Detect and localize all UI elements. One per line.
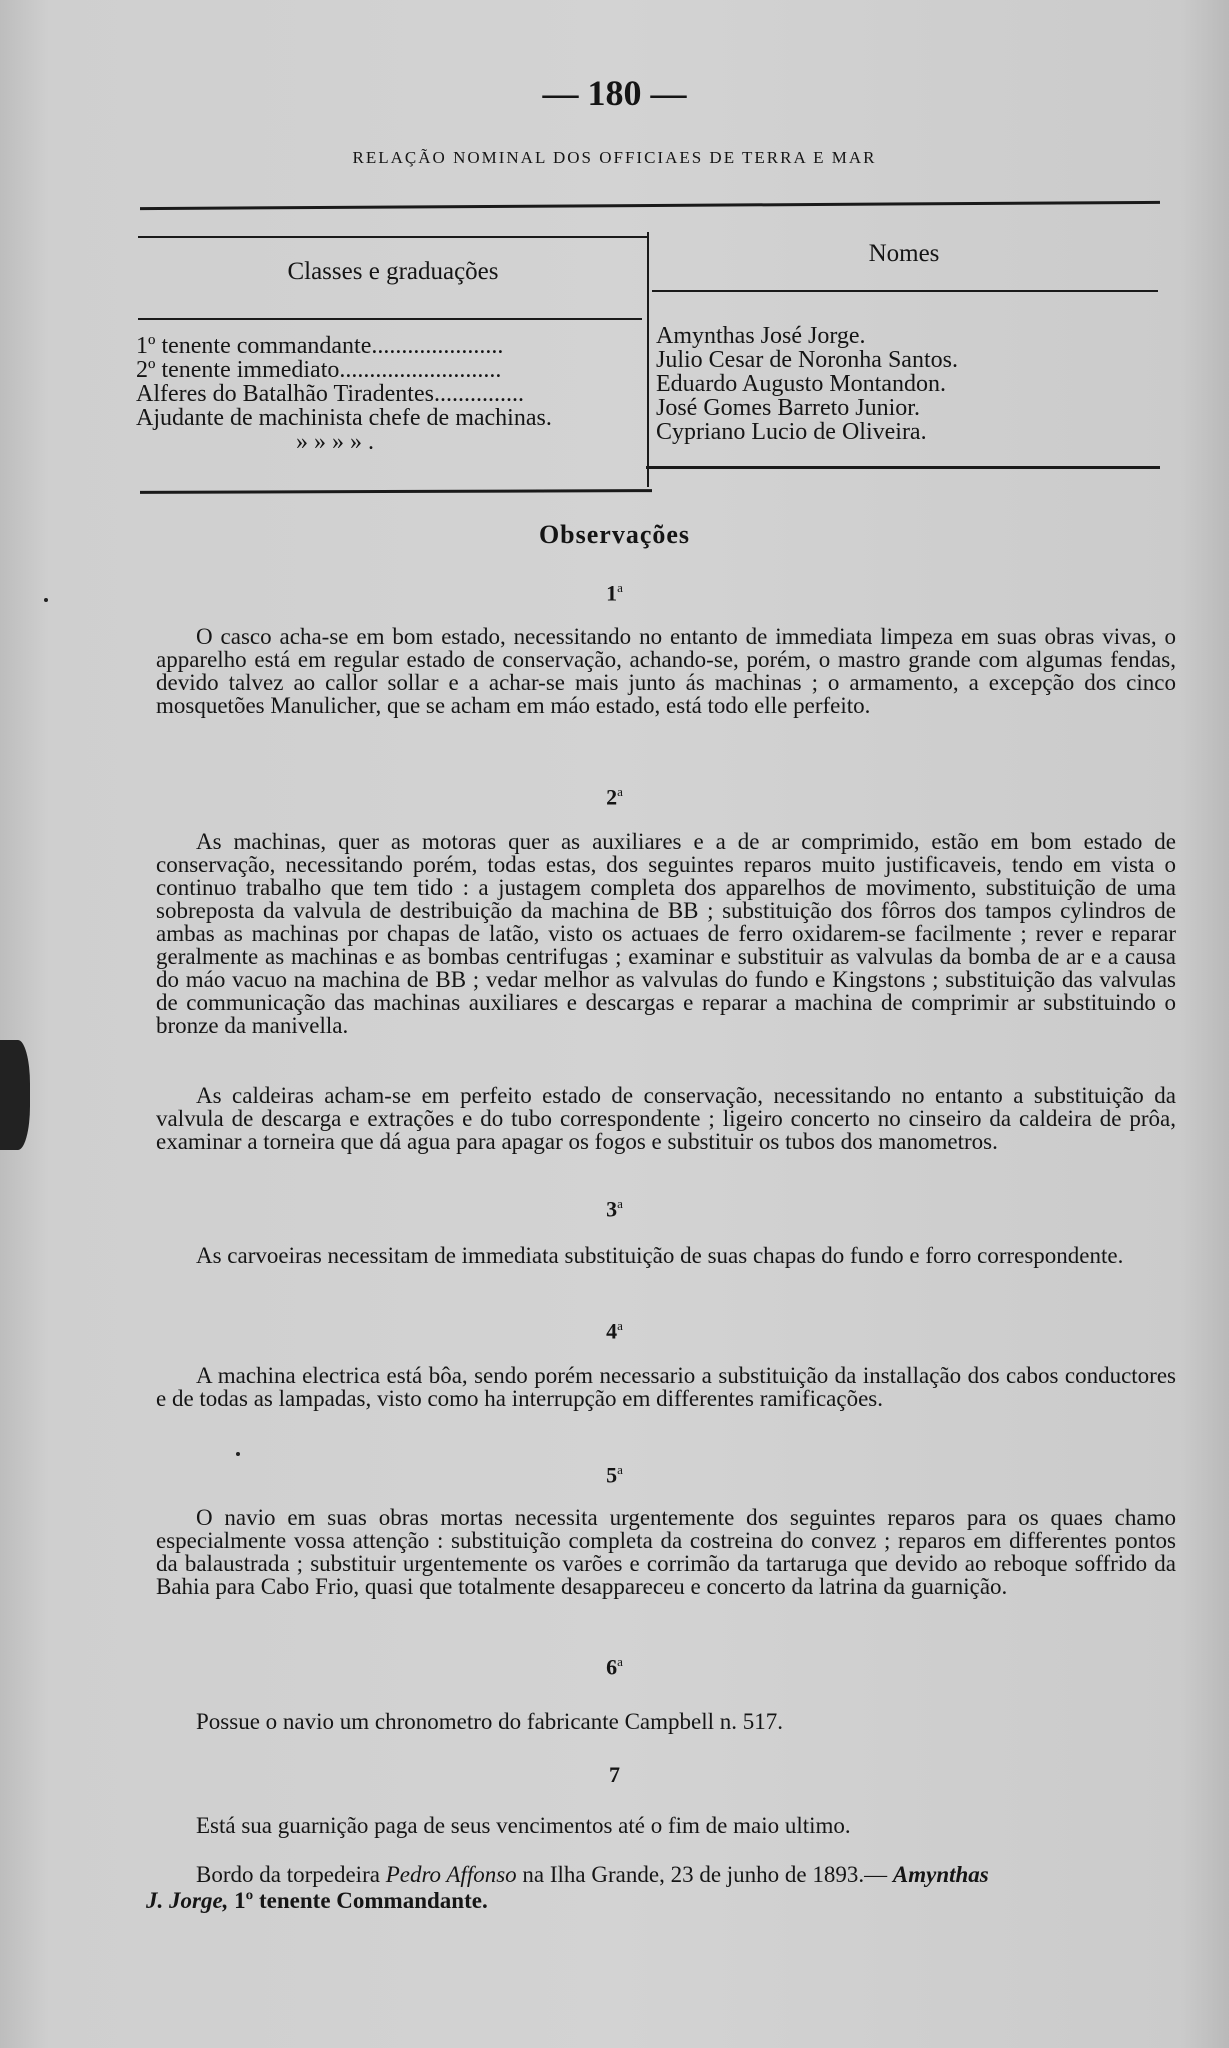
section-number: 7 — [609, 1762, 620, 1787]
signatory-rank: 1º tenente Commandante. — [234, 1888, 488, 1913]
name-list — [656, 324, 1116, 444]
section-paragraph: A machina electrica está bôa, sendo porém necessario a substituição da installação dos cabos conductores e de todas as lampadas, visto como ha interrupção em differentes ramificações. — [156, 1363, 1176, 1411]
name-row: Julio Cesar de Noronha Santos. — [656, 347, 958, 373]
section-number: 3$^a$ — [606, 1196, 623, 1222]
table-header-rule-left — [138, 318, 642, 320]
section-number: 2$^a$ — [606, 784, 623, 810]
section-paragraph: O navio em suas obras mortas necessita urgentemente dos seguintes reparos para os quaes chamo especialmente vossa attenção : substituição completa da costreina do convez ; reparos em differentes pontos da balaustrada ; substituir urgentemente os varões e corrimão da tartaruga que devido ao reboque soffrido da Bahia para Cabo Frio, quasi que totalmente desappareceu e concerto da latrina da guarnição. — [156, 1505, 1176, 1599]
section-number: 5$^a$ — [606, 1462, 623, 1488]
table-bottom-rule — [646, 466, 1160, 469]
scan-speck — [236, 1452, 240, 1456]
section-paragraph: As carvoeiras necessitam de immediata substituição de suas chapas do fundo e forro correspondente. — [196, 1243, 1124, 1268]
ship-name: Pedro Affonso — [385, 1862, 517, 1887]
column-header-names: Nomes — [868, 240, 940, 267]
section-paragraph: Está sua guarnição paga de seus vencimentos até o fim de maio ultimo. — [196, 1813, 851, 1838]
signature: Amynthas — [892, 1862, 989, 1887]
name-row: Amynthas José Jorge. — [656, 323, 866, 349]
name-row: Eduardo Augusto Montandon. — [656, 371, 946, 397]
table-top-rule-thin — [138, 236, 648, 238]
section-paragraph: As machinas, quer as motoras quer as auxiliares e a de ar comprimido, estão em bom estado de conservação, necessitando porém, todas estas, dos seguintes reparos muito justificaveis, tendo em vista o continuo trabalho que tem tido : a justagem completa dos apparelhos de movimento, substituição de uma sobreposta da valvula de destribuição da machina de BB ; substituição dos fôrros dos tampos cylindros de ambas as machinas por chapas de latão, visto os actuaes de ferro oxidarem-se facilmente ; rever e reparar geralmente as machinas e as bombas centrifugas ; examinar e substituir as valvulas da bomba de ar e a causa do máo vacuo na machina de BB ; vedar melhor as valvulas do fundo e Kingstons ; substituição das valvulas de communicação das machinas auxiliares e descargas e reparar a machina de comprimir ar substituindo o bronze da manivella. — [156, 829, 1176, 1038]
page-number: — 180 — — [542, 73, 687, 113]
name-row: José Gomes Barreto Junior. — [656, 395, 920, 421]
rank-row: » » » » . — [296, 430, 374, 454]
section-number: 6$^a$ — [606, 1654, 623, 1680]
section-number: 4$^a$ — [606, 1318, 623, 1344]
section-paragraph: O casco acha-se em bom estado, necessitando no entanto de immediata limpeza em suas obras vivas, o apparelho está em regular estado de conservação, achando-se, porém, o mastro grande com algumas fendas, devido talvez ao callor sollar e a achar-se mais junto ás machinas ; o armamento, a excepção dos cinco mosquetões Manulicher, que se acham em máo estado, está todo elle perfeito. — [156, 624, 1176, 718]
table-header-rule-right — [652, 290, 1158, 292]
signature: J. Jorge, — [146, 1888, 229, 1913]
table-top-rule — [140, 201, 1160, 210]
scan-speck — [0, 1040, 30, 1150]
section-number: 1$^a$ — [606, 580, 623, 606]
rank-list — [136, 334, 636, 454]
rank-row: 1º tenente commandante...................... — [136, 334, 504, 358]
page-heading: RELAÇÃO NOMINAL DOS OFFICIAES DE TERRA E MAR — [352, 148, 877, 167]
name-row: Cypriano Lucio de Oliveira. — [656, 419, 927, 445]
rank-row: 2º tenente immediato........................... — [136, 358, 502, 382]
observations-title: Observações — [538, 520, 691, 549]
closing-line: Bordo da torpedeira Pedro Affonso na Ilha Grande, 23 de junho de 1893.— Amynthas J. Jorge, 1º tenente Commandante. — [146, 1862, 989, 1913]
column-header-ranks: Classes e graduações — [287, 258, 499, 285]
rank-row: Ajudante de machinista chefe de machinas. — [136, 406, 552, 430]
section-paragraph: Possue o navio um chronometro do fabricante Campbell n. 517. — [196, 1709, 784, 1734]
table-bottom-rule-long — [140, 489, 652, 494]
rank-row: Alferes do Batalhão Tiradentes............... — [136, 382, 524, 406]
section-paragraph: As caldeiras acham-se em perfeito estado de conservação, necessitando no entanto a substituição da valvula de descarga e extrações e do tubo correspondente ; ligeiro concerto no cinseiro da caldeira de prôa, examinar a torneira que dá agua para apagar os fogos e substituir os tubos dos manometros. — [156, 1083, 1176, 1154]
scan-speck — [44, 598, 48, 602]
